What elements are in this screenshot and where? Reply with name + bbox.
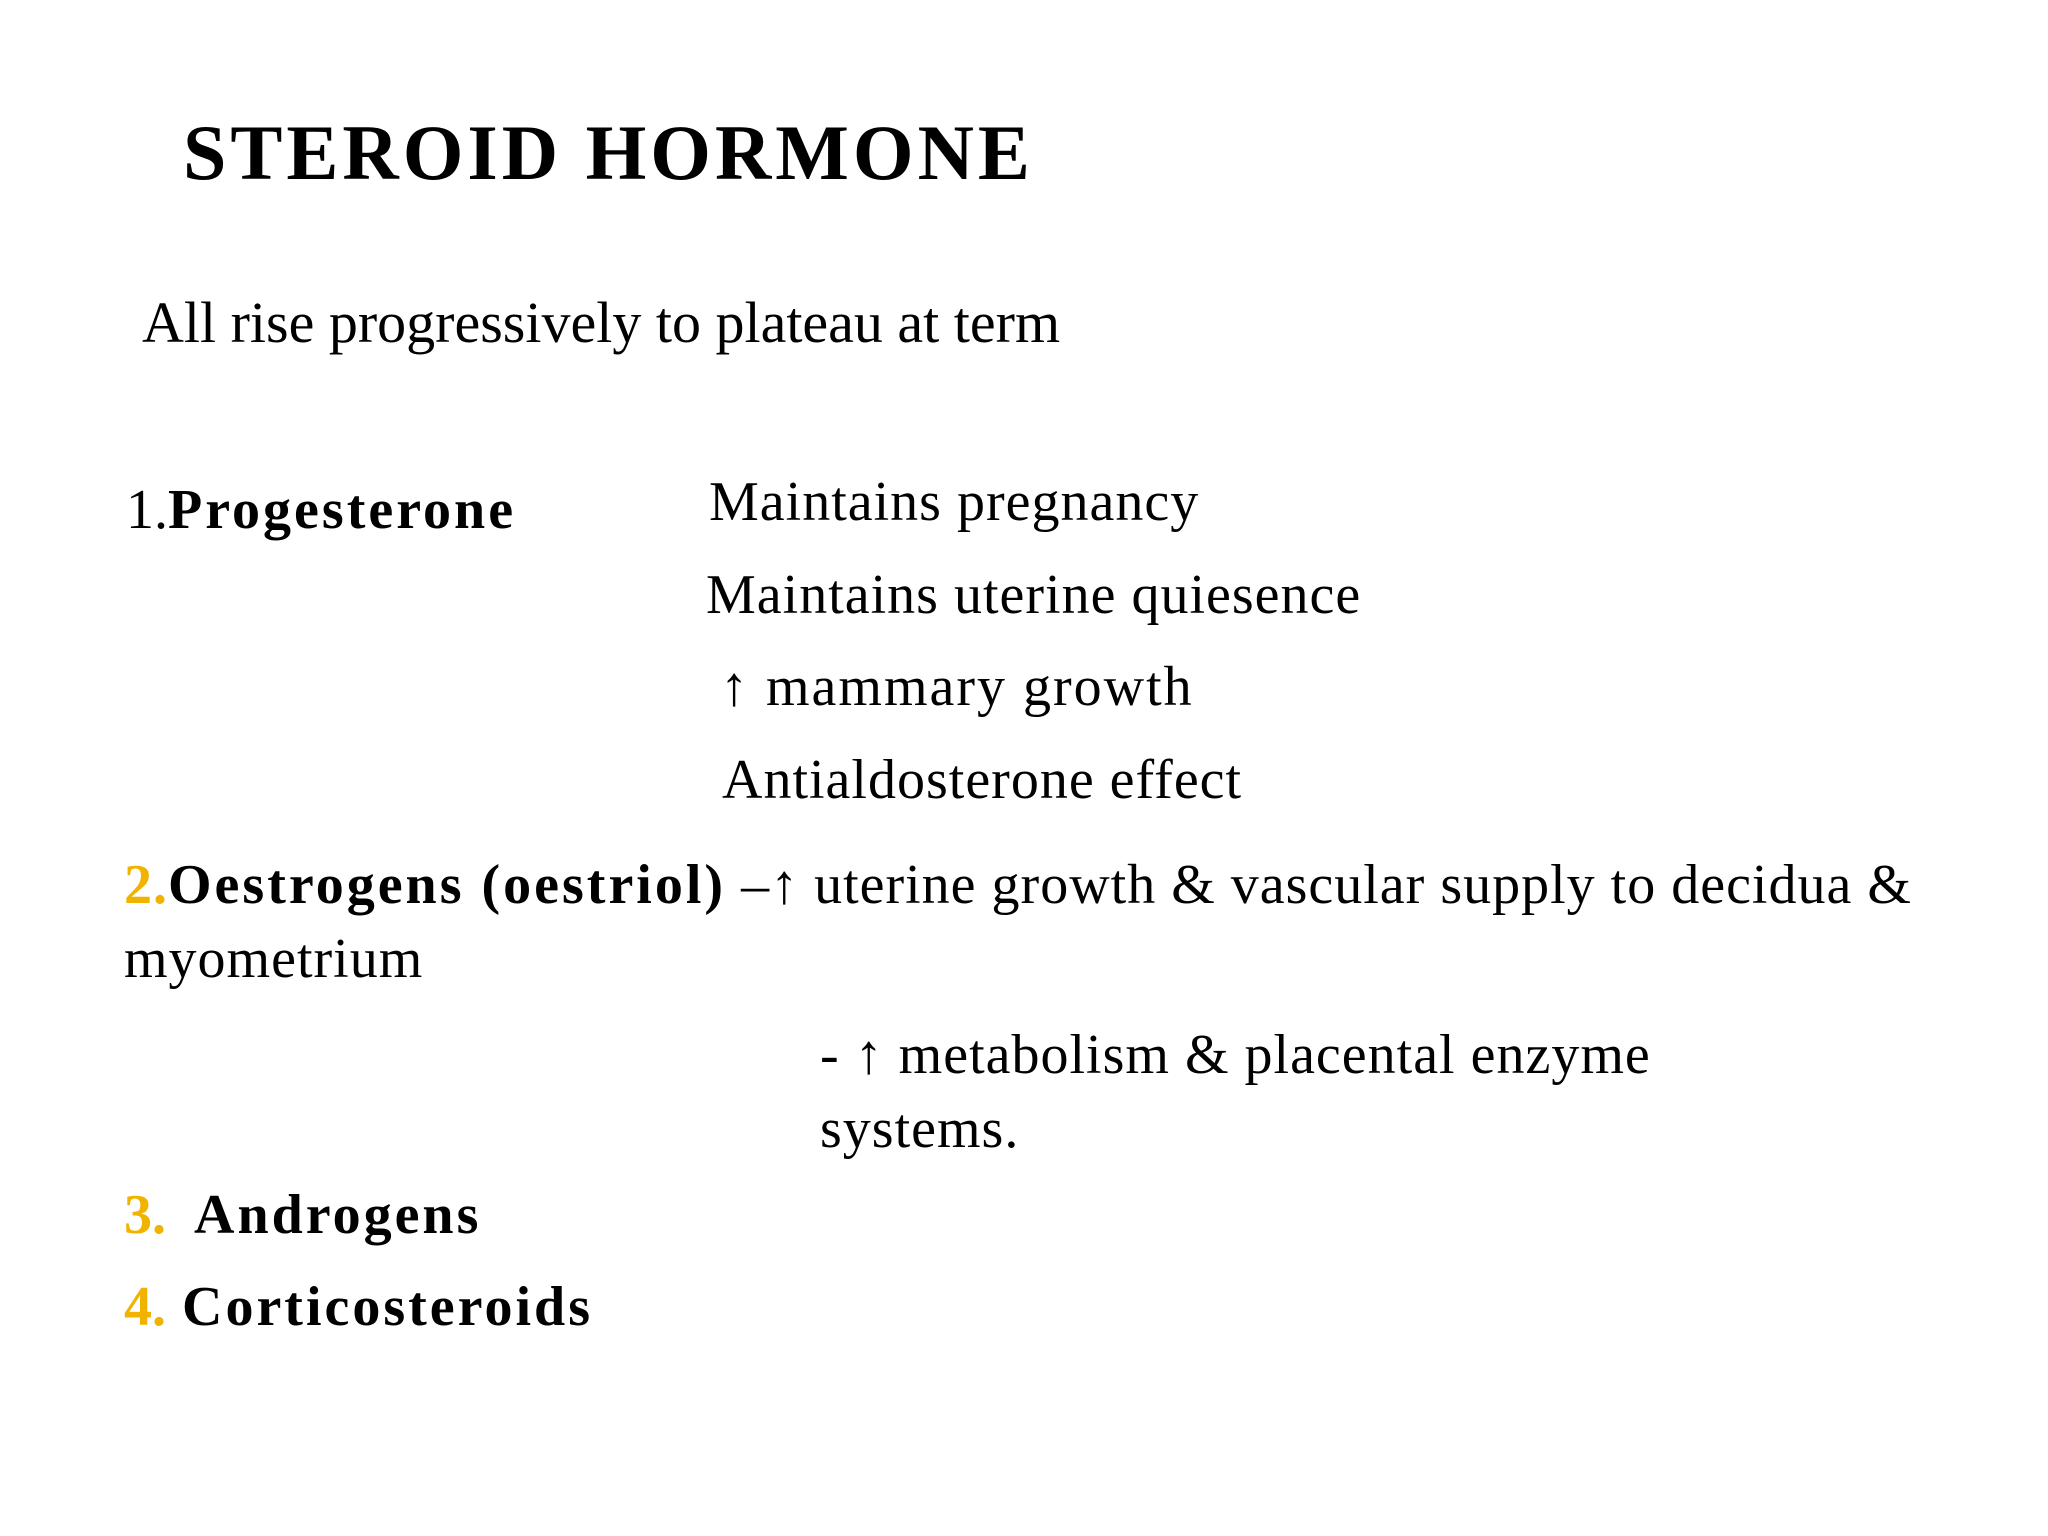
- progesterone-effect-2: Maintains uterine quiesence: [706, 564, 1362, 626]
- oestrogens-name: Oestrogens (oestriol): [168, 854, 727, 916]
- androgens-name: Androgens: [194, 1184, 482, 1246]
- androgens-heading: [124, 1183, 481, 1247]
- progesterone-effect-4: Antialdosterone effect: [722, 749, 1243, 811]
- slide-subtitle: All rise progressively to plateau at term: [142, 290, 1061, 355]
- oestrogens-number: 2.: [124, 854, 168, 916]
- androgens-number: 3.: [124, 1184, 166, 1246]
- corticosteroids-name: Corticosteroids: [182, 1276, 593, 1338]
- progesterone-heading: [126, 478, 516, 542]
- oestrogens-paragraph: [124, 848, 1924, 996]
- progesterone-effect-1: Maintains pregnancy: [709, 471, 1200, 533]
- progesterone-effect-3: ↑ mammary growth: [720, 656, 1194, 718]
- oestrogens-effect-2: - ↑ metabolism & placental enzyme systems.: [820, 1024, 1651, 1160]
- corticosteroids-heading: [124, 1275, 593, 1339]
- progesterone-name: Progesterone: [168, 479, 517, 541]
- progesterone-number: 1.: [126, 479, 168, 541]
- slide-title: STEROID HORMONE: [183, 109, 1034, 196]
- corticosteroids-number: 4.: [124, 1276, 166, 1338]
- oestrogens-effect-1: –↑ uterine growth & vascular supply to decidua & myometrium: [124, 854, 1912, 990]
